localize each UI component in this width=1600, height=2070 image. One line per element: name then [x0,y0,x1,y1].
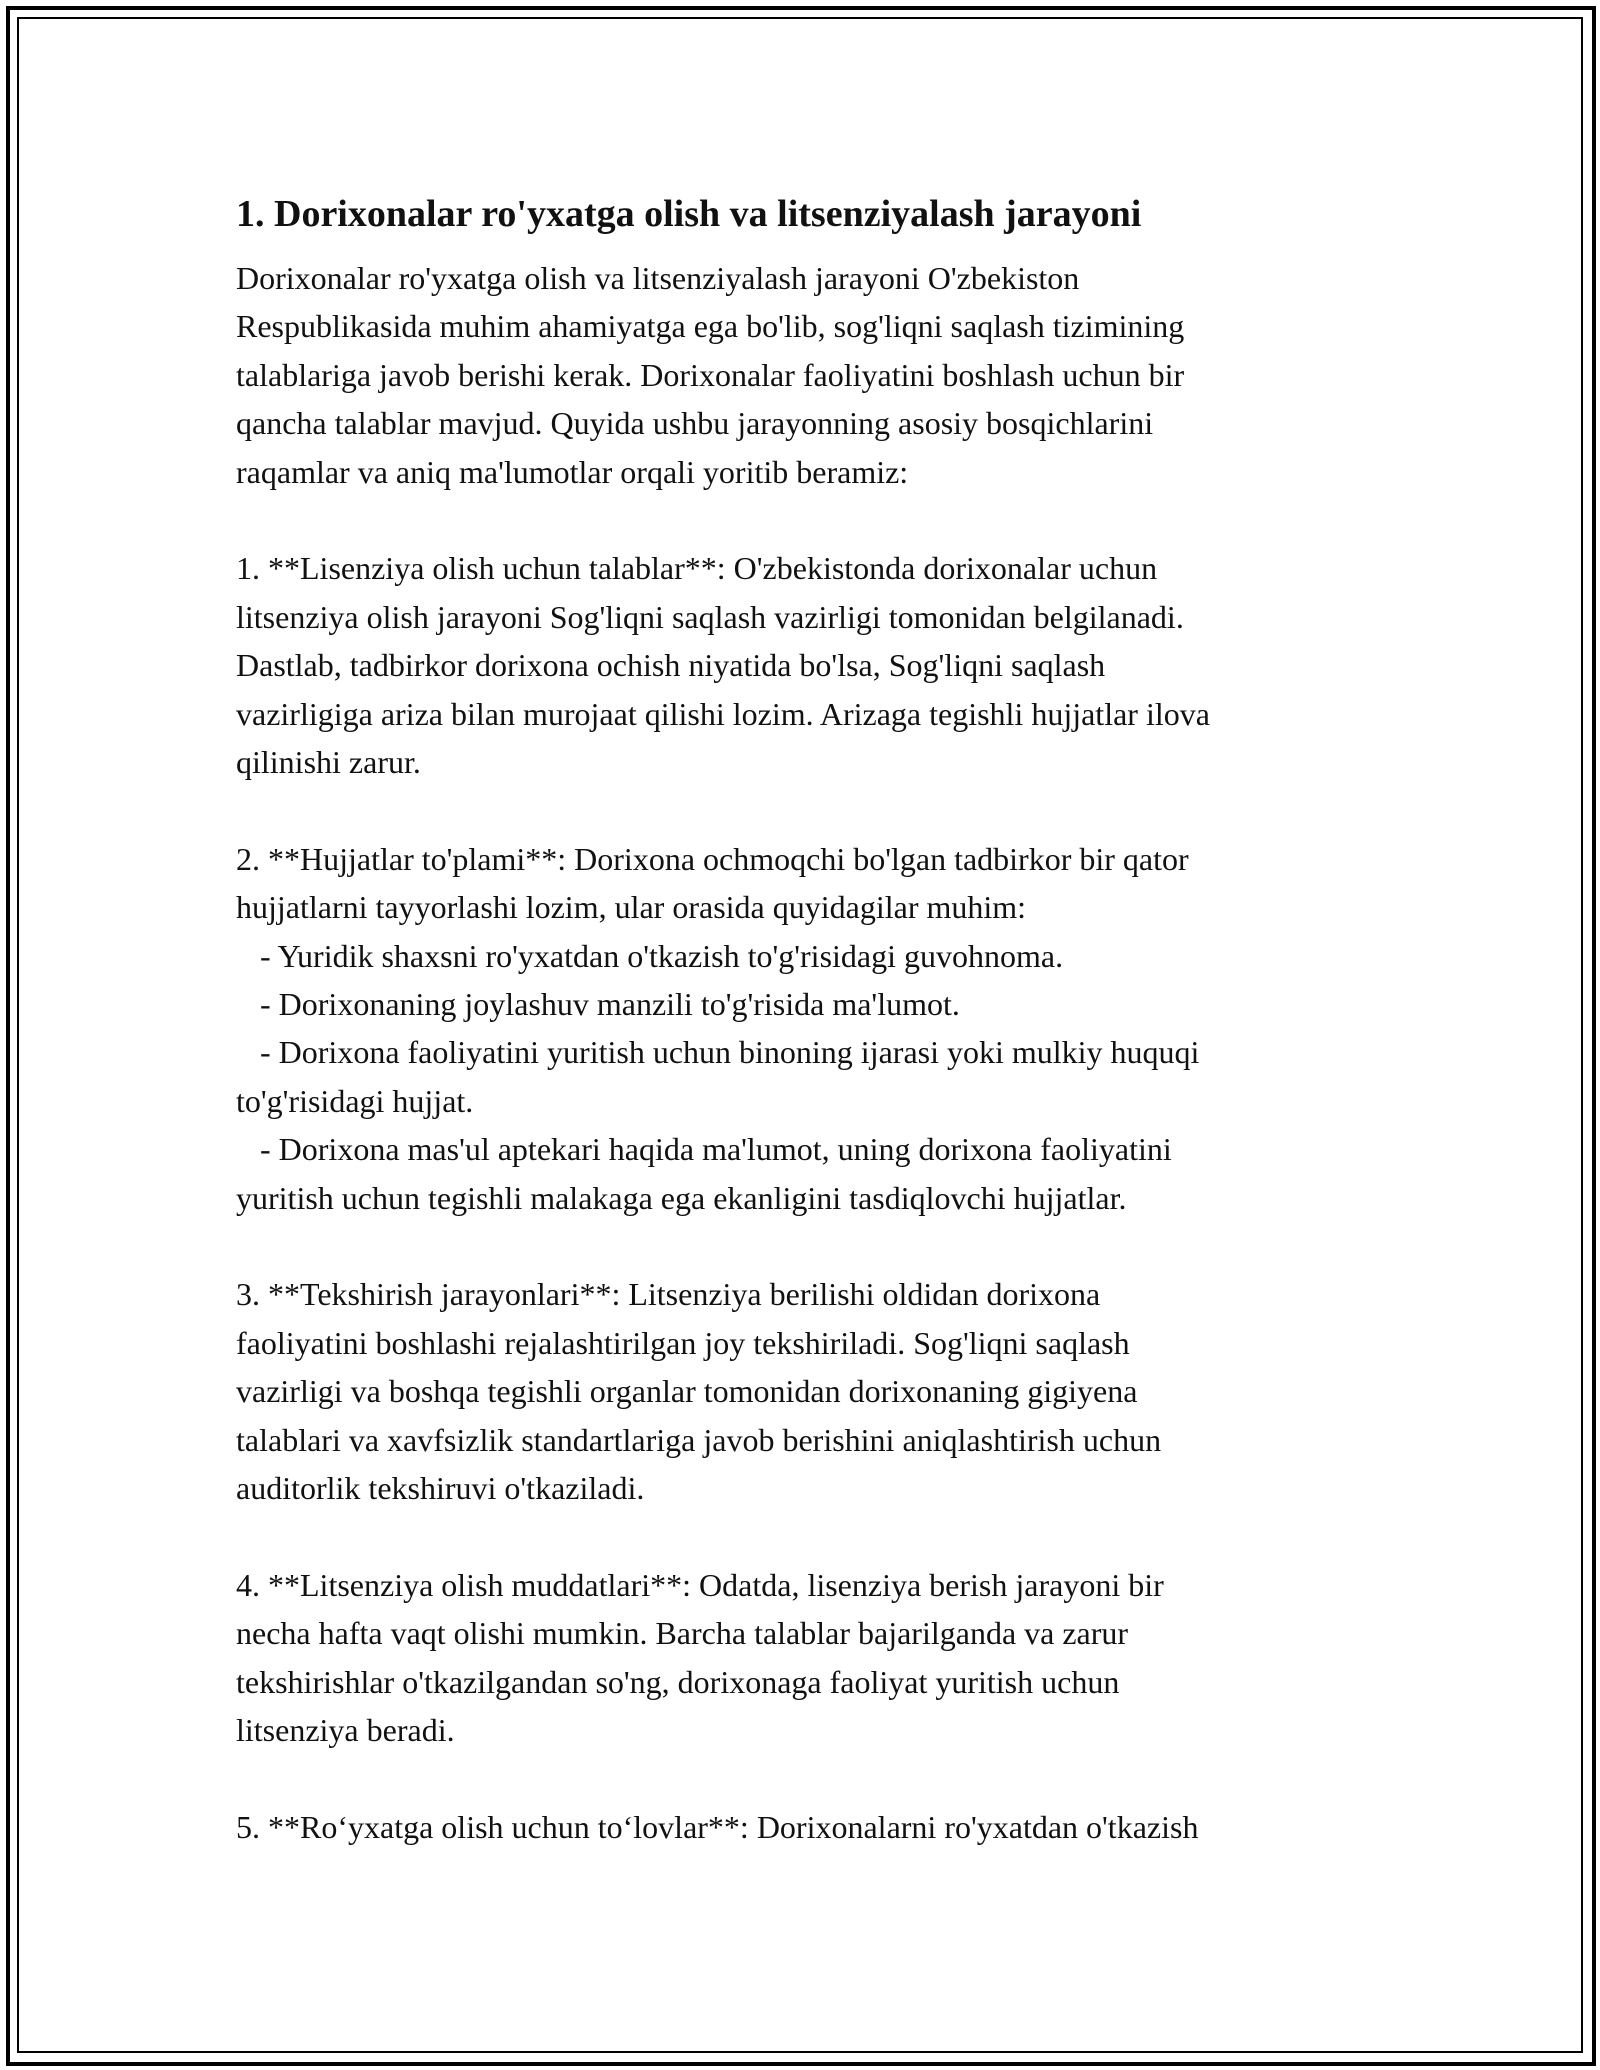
text-line: vazirligi va boshqa tegishli organlar tomonidan dorixonaning gigiyena [236,1373,1138,1410]
text-line: litsenziya beradi. [236,1712,455,1749]
section-3-inspection [236,1270,1376,1560]
text-line: tekshirishlar o'tkazilgandan so'ng, dorixonaga faoliyat yuritish uchun [236,1663,1120,1700]
list-item: - Dorixona faoliyatini yuritish uchun binoning ijarasi yoki mulkiy huquqi [236,1034,1200,1071]
text-line: vazirligiga ariza bilan murojaat qilishi lozim. Arizaga tegishli hujjatlar ilova [236,695,1210,732]
text-line: qilinishi zarur. [236,744,421,781]
text-line: faoliyatini boshlashi rejalashtirilgan joy tekshiriladi. Sog'liqni saqlash [236,1324,1130,1361]
list-item: - Dorixonaning joylashuv manzili to'g'risida ma'lumot. [236,986,960,1023]
text-line: talablariga javob berishi kerak. Dorixonalar faoliyatini boshlash uchun bir [236,356,1185,393]
text-line: litsenziya olish jarayoni Sog'liqni saqlash vazirligi tomonidan belgilanadi. [236,598,1184,635]
text-line: to'g'risidagi hujjat. [236,1082,474,1119]
text-line: Dorixonalar ro'yxatga olish va litsenziyalash jarayoni O'zbekiston [236,260,1080,296]
paragraph-gap [236,496,1376,544]
text-line: necha hafta vaqt olishi mumkin. Barcha talablar bajarilganda va zarur [236,1615,1129,1652]
section-5-fees [236,1803,1376,1851]
text-line: talablari va xavfsizlik standartlariga javob berishini aniqlashtirish uchun [236,1421,1162,1458]
section-4-deadlines [236,1561,1376,1803]
text-line: raqamlar va aniq ma'lumotlar orqali yoritib beramiz: [236,453,909,490]
text-line: Dastlab, tadbirkor dorixona ochish niyatida bo'lsa, Sog'liqni saqlash [236,647,1106,684]
section-1-requirements [236,544,1376,834]
text-line: qancha talablar mavjud. Quyida ushbu jarayonning asosiy bosqichlarini [236,405,1154,442]
text-line: 1. **Lisenziya olish uchun talablar**: O'zbekistonda dorixonalar uchun [236,550,1158,587]
paragraph-gap [236,1513,1376,1561]
document-title: 1. Dorixonalar ro'yxatga olish va litsenziyalash jarayoni [236,193,1142,235]
text-line: 3. **Tekshirish jarayonlari**: Litsenziya berilishi oldidan dorixona [236,1276,1101,1313]
text-line: yuritish uchun tegishli malakaga ega ekanligini tasdiqlovchi hujjatlar. [236,1179,1127,1216]
text-line: 5. **Ro‘yxatga olish uchun to‘lovlar**: Dorixonalarni ro'yxatdan o'tkazish [236,1808,1199,1845]
intro-paragraph [236,254,1376,544]
document-body [236,186,1376,1851]
text-line: Respublikasida muhim ahamiyatga ega bo'lib, sog'liqni saqlash tizimining [236,308,1185,345]
paragraph-gap [236,786,1376,834]
list-item: - Yuridik shaxsni ro'yxatdan o'tkazish to'g'risidagi guvohnoma. [236,937,1064,974]
text-line: hujjatlarni tayyorlashi lozim, ular orasida quyidagilar muhim: [236,889,1027,926]
list-item: - Dorixona mas'ul aptekari haqida ma'lumot, uning dorixona faoliyatini [236,1131,1172,1168]
text-line: 2. **Hujjatlar to'plami**: Dorixona ochmoqchi bo'lgan tadbirkor bir qator [236,840,1189,877]
paragraph-gap [236,1755,1376,1803]
text-line: auditorlik tekshiruvi o'tkaziladi. [236,1470,645,1507]
text-line: 4. **Litsenziya olish muddatlari**: Odatda, lisenziya berish jarayoni bir [236,1566,1164,1603]
section-2-documents [236,835,1376,1271]
paragraph-gap [236,1222,1376,1270]
